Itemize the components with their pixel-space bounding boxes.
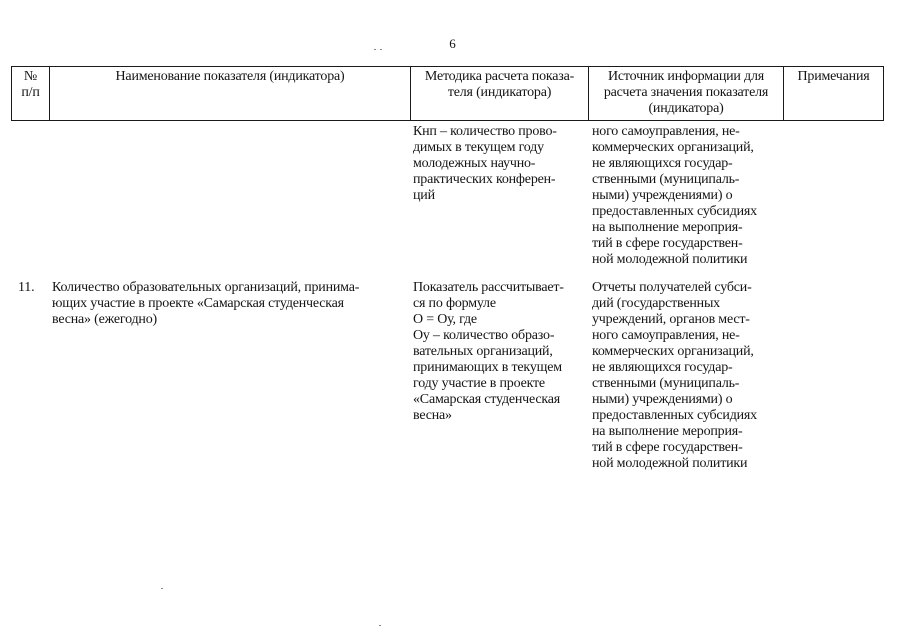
text-line: коммерческих организаций, bbox=[592, 140, 754, 155]
row-11-method bbox=[413, 280, 585, 424]
header-method-line-1: Методика расчета показа- bbox=[424, 69, 575, 84]
text-line: практических конферен- bbox=[413, 172, 556, 187]
text-line: «Самарская студенческая bbox=[413, 392, 561, 407]
text-line: ся по формуле bbox=[413, 296, 496, 311]
text-line: дий (государственных bbox=[592, 296, 720, 311]
text-line: вательных организаций, bbox=[413, 344, 553, 359]
text-line: Показатель рассчитывает- bbox=[413, 280, 564, 295]
text-line: на выполнение мероприя- bbox=[592, 220, 743, 235]
text-line: году участие в проекте bbox=[413, 376, 545, 391]
text-line: димых в текущем году bbox=[413, 140, 544, 155]
text-line: не являющихся государ- bbox=[592, 360, 733, 375]
text-line: тий в сфере государствен- bbox=[592, 440, 743, 455]
header-method bbox=[411, 69, 588, 101]
text-line: молодежных научно- bbox=[413, 156, 536, 171]
text-line: принимающих в текущем bbox=[413, 360, 562, 375]
text-line: ного самоуправления, не- bbox=[592, 124, 740, 139]
table-top-border bbox=[11, 66, 884, 67]
text-line: ственными (муниципаль- bbox=[592, 172, 740, 187]
header-source-line-2: расчета значения показателя bbox=[603, 85, 769, 100]
row-11-name bbox=[52, 280, 408, 328]
text-line: ственными (муниципаль- bbox=[592, 376, 740, 391]
text-line: учреждений, органов мест- bbox=[592, 312, 750, 327]
row-11-num: 11. bbox=[18, 280, 35, 295]
text-line: ными) учреждениями) о bbox=[592, 188, 733, 203]
text-line: весна» bbox=[413, 408, 452, 423]
row-11-source bbox=[592, 280, 781, 472]
text-line: ций bbox=[413, 188, 435, 203]
text-line: предоставленных субсидиях bbox=[592, 408, 757, 423]
text-line: тий в сфере государствен- bbox=[592, 236, 743, 251]
header-name: Наименование показателя (индикатора) bbox=[115, 69, 345, 84]
header-num bbox=[12, 69, 49, 101]
text-line: ной молодежной политики bbox=[592, 252, 748, 267]
text-line: Оу – количество образо- bbox=[413, 328, 555, 343]
header-source-line-1: Источник информации для bbox=[608, 69, 764, 84]
column-border bbox=[883, 66, 884, 121]
header-notes: Примечания bbox=[797, 69, 870, 84]
text-line: Отчеты получателей субси- bbox=[592, 280, 752, 295]
header-source bbox=[589, 69, 783, 117]
text-line: ющих участие в проекте «Самарская студенческая bbox=[52, 296, 344, 311]
text-line: Количество образовательных организаций, принима- bbox=[52, 280, 360, 295]
header-method-line-2: теля (индикатора) bbox=[447, 85, 552, 100]
header-num-line-1: № bbox=[23, 69, 38, 84]
header-bottom-border bbox=[11, 120, 884, 121]
text-line: не являющихся государ- bbox=[592, 156, 733, 171]
continuation-source bbox=[592, 124, 781, 268]
text-line: предоставленных субсидиях bbox=[592, 204, 757, 219]
text-line: ной молодежной политики bbox=[592, 456, 748, 471]
continuation-method bbox=[413, 124, 585, 204]
header-num-line-2: п/п bbox=[21, 85, 40, 100]
text-line: О = Оу, где bbox=[413, 312, 477, 327]
header-source-line-3: (индикатора) bbox=[648, 101, 724, 116]
page-number: 6 bbox=[449, 36, 456, 51]
text-line: весна» (ежегодно) bbox=[52, 312, 157, 327]
text-line: Кнп – количество прово- bbox=[413, 124, 557, 139]
text-line: на выполнение мероприя- bbox=[592, 424, 743, 439]
text-line: ного самоуправления, не- bbox=[592, 328, 740, 343]
text-line: ными) учреждениями) о bbox=[592, 392, 733, 407]
text-line: коммерческих организаций, bbox=[592, 344, 754, 359]
